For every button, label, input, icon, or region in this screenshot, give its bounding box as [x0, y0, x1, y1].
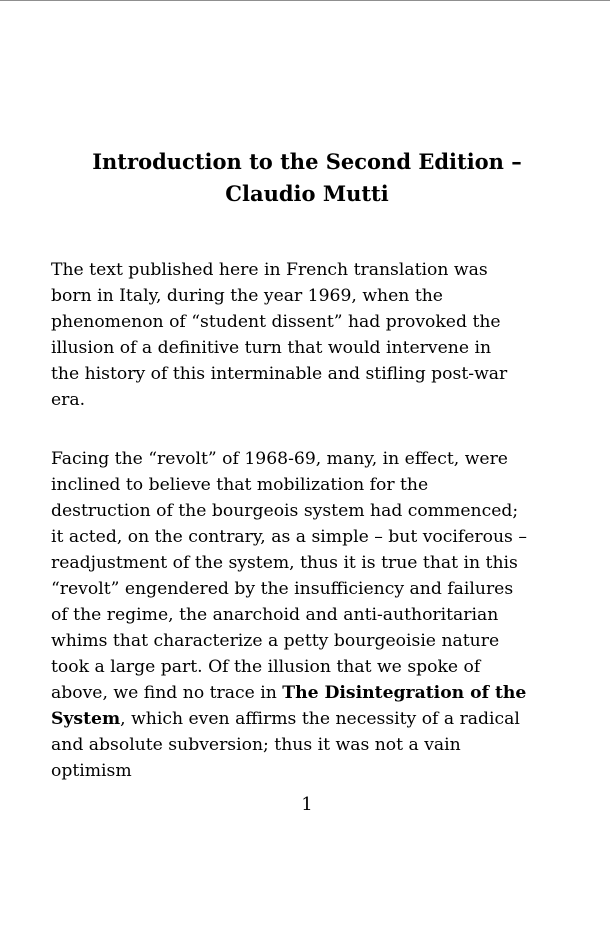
- chapter-title: [51, 146, 563, 210]
- paragraph-1: [51, 257, 563, 413]
- paragraph-2-line-with-book-title: [51, 706, 563, 732]
- paragraph-2-line: whims that characterize a petty bourgeoisie nature: [51, 631, 500, 651]
- paragraph-2-line: took a large part. Of the illusion that we spoke of: [51, 657, 481, 677]
- page-number: 1: [301, 794, 313, 815]
- paragraph-2-text: , which even affirms the necessity of a radical: [120, 709, 520, 729]
- paragraph-2-line: it acted, on the contrary, as a simple – but vociferous –: [51, 527, 527, 547]
- paragraph-2-line-with-book-title: [51, 680, 563, 706]
- paragraph-2-line: readjustment of the system, thus it is true that in this: [51, 553, 518, 573]
- book-title-bold: The Disintegration of the: [282, 683, 527, 703]
- chapter-title-line-1: Introduction to the Second Edition –: [92, 149, 522, 174]
- paragraph-2-line: optimism: [51, 761, 132, 781]
- paragraph-1-line: phenomenon of “student dissent” had provoked the: [51, 312, 501, 332]
- paragraph-2-line: of the regime, the anarchoid and anti-authoritarian: [51, 605, 499, 625]
- paragraph-2: [51, 446, 563, 784]
- paragraph-1-line: born in Italy, during the year 1969, when the: [51, 286, 443, 306]
- paragraph-1-line: era.: [51, 390, 86, 410]
- book-title-bold: System: [51, 709, 121, 729]
- paragraph-2-text: above, we find no trace in: [51, 683, 283, 703]
- chapter-title-line-2: Claudio Mutti: [225, 181, 389, 206]
- paragraph-2-line: Facing the “revolt” of 1968-69, many, in effect, were: [51, 449, 508, 469]
- top-border-line: [0, 0, 610, 1]
- paragraph-2-line: inclined to believe that mobilization for the: [51, 475, 429, 495]
- paragraph-1-line: The text published here in French translation was: [51, 260, 488, 280]
- paragraph-2-line: and absolute subversion; thus it was not a vain: [51, 735, 461, 755]
- paragraph-2-line: destruction of the bourgeois system had commenced;: [51, 501, 519, 521]
- paragraph-1-line: illusion of a definitive turn that would intervene in: [51, 338, 492, 358]
- paragraph-1-line: the history of this interminable and stifling post-war: [51, 364, 508, 384]
- paragraph-2-line: “revolt” engendered by the insufficiency and failures: [51, 579, 514, 599]
